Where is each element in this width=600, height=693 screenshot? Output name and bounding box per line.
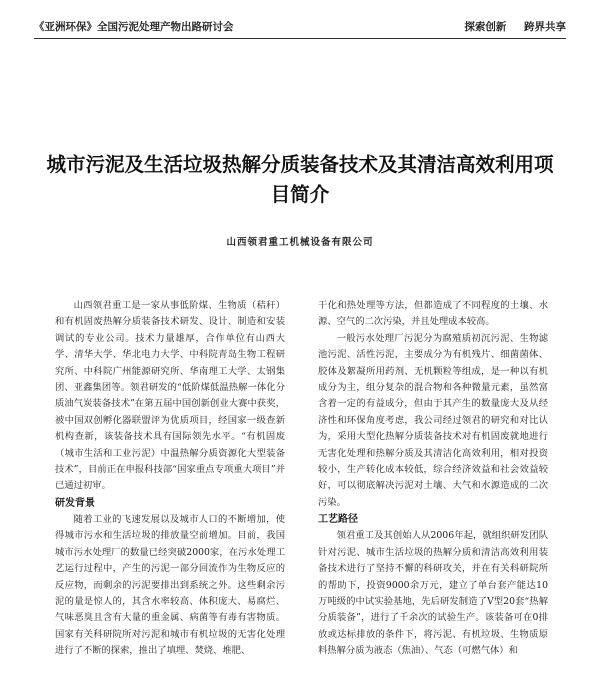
- section-heading-process: 工艺路径: [318, 514, 358, 526]
- continued-paragraph: 干化和热处理等方法，但都造成了不同程度的土壤、水源、空气的二次污染，并且处理成本较高。: [318, 300, 548, 328]
- process-paragraph: 领君重工及其创始人从2006年起，就组织研发团队针对污泥、城市生活垃圾的热解分质和清洁高效利用装备技术进行了坚持不懈的科研攻关，并在有关科研院所的帮助下，投资9000余万元，建立了单台套产能达10万吨级的中试实验基地，先后研发制造了V型20套“热解分质装备”，进行了千余次的试验生产。该装备可在0排放或达标排放的条件下，将污泥、有机垃圾、生物质原料热解分质为液态（焦油）、气态（可燃气体）和: [318, 530, 548, 657]
- slogan-2: 跨界共享: [524, 21, 566, 33]
- slogan-1: 探索创新: [464, 21, 507, 33]
- section-heading-background: 研发背景: [55, 497, 95, 509]
- journal-header: [34, 14, 566, 34]
- article-author: 山西领君重工机械设备有限公司: [226, 237, 374, 248]
- article-title: 城市污泥及生活垃圾热解分质装备技术及其清洁高效利用项目简介: [46, 153, 554, 206]
- header-divider: [34, 38, 566, 39]
- intro-paragraph: 山西领君重工是一家从事低阶煤、生物质（秸秆）和有机固废热解分质装备技术研发、设计、制造和安装调试的专业公司。技术力量雄厚，合作单位有山西大学、清华大学、华北电力大学、中科院青岛生物工程研究所、中科院广州能源研究所、华南理工大学、太钢集团、亚鑫集团等。领君研发的“低阶煤低温热解一体化分质油气炭装备技术”在第五届中国创新创业大赛中获奖，被中国双创孵化器联盟评为优质项目，经国家一级查新机构查新，该装备技术具有国际领先水平。“有机固废（城市生活和工业污泥）中温热解分质资源化大型装备技术”，目前正在申报科技部“国家重点专项重大项目”并已通过初审。: [55, 300, 285, 492]
- background-paragraph: 随着工业的飞速发展以及城市人口的不断增加，使得城市污水和生活垃圾的排放量空前增加。目前，我国城市污水处理厂的数量已经突破2000家，在污水处理工艺运行过程中，产生的污泥一部分回流作为生物反应的反应物，而剩余的污泥要排出到系统之外。这些剩余污泥的量是惊人的，其含水率较高、体积庞大、易腐烂、气味恶臭且含有大量的重金属、病菌等有毒有害物质。国家有关科研院所对污泥和城市有机垃圾的无害化处理进行了不断的探索，推出了填埋、焚烧、堆肥、: [55, 513, 285, 657]
- journal-header-left: 《亚洲环保》全国污泥处理产物出路研讨会: [34, 21, 234, 33]
- sludge-paragraph: 一般污水处理厂污泥分为腐殖质初沉污泥、生物滤池污泥、活性污泥，主要成分为有机残片、细菌菌体、胶体及絮凝所用药剂、无机颗粒等组成，是一种以有机成分为主，组分复杂的混合物和各种微量元素，虽然富含着一定的有益成分，但由于其产生的数量庞大及从经济性和环保角度考虑，我公司经过领君的研究和对比认为，采用大型化热解分质装备技术对有机固废就地进行无害化处理和热解分质及其清洁化高效利用，相对投资较小，生产转化成本较低，综合经济效益和社会效益较好，可以彻底解决污泥对土壤、大气和水源造成的二次污染。: [318, 332, 548, 508]
- right-column: [318, 298, 548, 660]
- left-column: [55, 298, 285, 660]
- journal-header-slogan: [450, 19, 566, 34]
